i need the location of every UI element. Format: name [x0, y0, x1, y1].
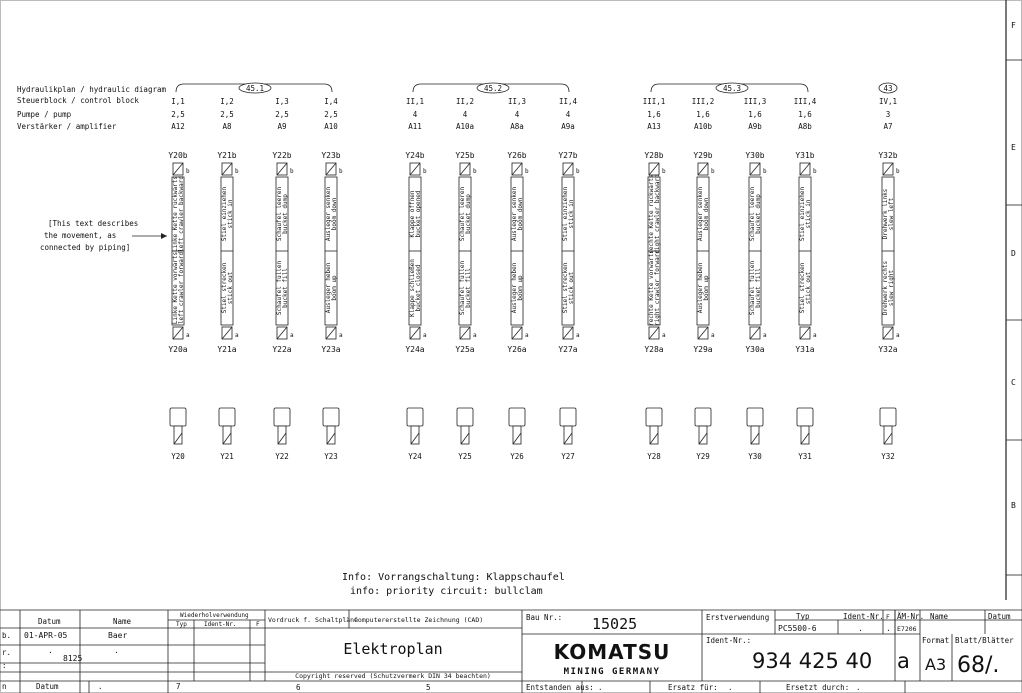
pump-value: 3	[885, 110, 891, 119]
function-de: Ausleger senken	[697, 186, 704, 242]
port-a-label: a	[290, 332, 294, 339]
coil-symbol	[170, 408, 186, 426]
valve-bottom-label: Y32a	[878, 345, 898, 354]
valve-top-label: Y22b	[272, 151, 292, 160]
tb-erstverwendung: Erstverwendung	[706, 613, 770, 622]
valve-bottom-label: Y26a	[507, 345, 527, 354]
tb-typ-header: Typ	[176, 621, 187, 628]
coil-label: Y26	[510, 452, 524, 461]
valve-function-upper	[648, 174, 661, 254]
function-de: rechte Kette vorwärts	[648, 250, 655, 326]
function-en: stick in	[805, 199, 812, 229]
tb-ident-header: Ident-Nr.	[204, 621, 237, 628]
function-de: Stiel strecken	[799, 262, 806, 314]
function-de: Schaufel leeren	[276, 186, 283, 242]
amplifier-value: A7	[883, 122, 893, 131]
function-de: Drehwerk links	[882, 188, 889, 240]
function-en: bucket opened	[415, 190, 422, 238]
valve-bottom-label: Y27a	[558, 345, 578, 354]
tb-row-prefix-2: r.	[2, 648, 12, 657]
note-line-1: [This text describes	[48, 219, 139, 228]
tb-ident-label: Ident-Nr.	[843, 612, 884, 621]
coil-label: Y32	[881, 452, 895, 461]
tb-date: 01-APR-05	[24, 631, 68, 640]
tb-bottom-dot: .	[98, 682, 103, 691]
function-de: Klappe schließen	[409, 259, 416, 317]
tb-ersetzt-durch: Ersetzt durch:	[786, 683, 850, 692]
row-labels	[17, 85, 166, 131]
control-block-value: I,4	[324, 97, 338, 106]
function-de: Stiel strecken	[221, 262, 228, 314]
control-block-value: II,1	[405, 97, 425, 106]
valve-column	[692, 97, 715, 461]
amplifier-value: A8a	[510, 122, 524, 131]
valve-top-label: Y26b	[507, 151, 527, 160]
coil-symbol	[797, 408, 813, 426]
function-en: bucket dump	[465, 194, 472, 234]
info-line-en: info: priority circuit: bullclam	[350, 586, 543, 597]
port-b-label: b	[813, 168, 817, 175]
tb-datum-header: Datum	[38, 617, 61, 626]
tb-blatt-value: 68/.	[957, 653, 1000, 678]
valve-function-lower	[749, 261, 762, 316]
tb-col-5: 5	[426, 683, 431, 692]
coil-symbol	[560, 408, 576, 426]
control-block-value: III,1	[642, 97, 666, 106]
title-block-text	[2, 612, 1014, 692]
port-a-label: a	[711, 332, 715, 339]
zone-letter-b: B	[1011, 501, 1016, 510]
valve-bottom-label: Y29a	[693, 345, 713, 354]
function-de: Drehwerk rechts	[882, 260, 889, 316]
valve-column	[744, 97, 767, 461]
port-a-label: a	[423, 332, 427, 339]
function-en: boom up	[517, 275, 524, 301]
tb-copyright: Copyright reserved (Schutzvermerk DIN 34 beachten)	[295, 672, 491, 680]
group-label-45-1: 45.1	[245, 84, 265, 93]
port-b-label: b	[186, 168, 190, 175]
pump-value: 1,6	[798, 110, 812, 119]
control-block-value: III,2	[691, 97, 715, 106]
valve-top-label: Y25b	[455, 151, 475, 160]
group-label-43: 43	[883, 84, 893, 93]
tb-col-7: 7	[176, 682, 181, 691]
valve-bottom-label: Y20a	[168, 345, 188, 354]
control-block-value: II,4	[558, 97, 578, 106]
tb-aem-label: ÄM-Nr.	[897, 612, 925, 621]
coil-symbol	[407, 408, 423, 426]
valve-top-label: Y23b	[321, 151, 341, 160]
pump-value: 4	[514, 110, 520, 119]
valve-function-upper	[409, 190, 422, 237]
coil-symbol	[880, 408, 896, 426]
coil-symbol	[509, 408, 525, 426]
tb-ersatz-fuer: Ersatz für:	[668, 683, 718, 692]
valve-column	[794, 97, 817, 461]
port-b-label: b	[423, 168, 427, 175]
coil-label: Y20	[171, 452, 185, 461]
coil-symbol	[695, 408, 711, 426]
valve-top-label: Y32b	[878, 151, 898, 160]
control-block-value: II,3	[507, 97, 527, 106]
function-en: stick in	[227, 199, 234, 229]
function-de: rechte Kette rückwärts	[648, 174, 655, 254]
function-en: slew right	[888, 269, 895, 307]
coil-label: Y31	[798, 452, 812, 461]
pump-value: 1,6	[696, 110, 710, 119]
function-en: right crawler forward	[654, 250, 661, 326]
port-a-label: a	[896, 332, 900, 339]
note-line-2: the movement, as	[44, 231, 117, 240]
tb-datum-label: Datum	[988, 612, 1011, 621]
port-a-label: a	[662, 332, 666, 339]
pump-value: 4	[462, 110, 468, 119]
pump-value: 2,5	[324, 110, 338, 119]
valve-column	[507, 97, 529, 461]
tb-col-6: 6	[296, 683, 301, 692]
valve-column	[217, 97, 239, 461]
group-label-45-2: 45.2	[483, 84, 503, 93]
port-b-label: b	[473, 168, 477, 175]
coil-symbol	[747, 408, 763, 426]
valve-bottom-label: Y25a	[455, 345, 475, 354]
valve-top-label: Y27b	[558, 151, 578, 160]
pump-value: 1,6	[748, 110, 762, 119]
valve-function-lower	[459, 261, 472, 316]
port-b-label: b	[763, 168, 767, 175]
function-en: stick out	[568, 271, 575, 305]
pump-value: 2,5	[220, 110, 234, 119]
tb-ersetzt-durch-dot: .	[856, 683, 861, 692]
function-en: bucket dump	[282, 194, 289, 234]
coil-label: Y24	[408, 452, 422, 461]
tb-ident-value: 934 425 40	[752, 649, 873, 673]
function-de: Ausleger senken	[325, 186, 332, 242]
valve-column	[878, 97, 900, 461]
zone-letter-c: C	[1011, 378, 1016, 387]
port-b-label: b	[339, 168, 343, 175]
valve-function-lower	[276, 261, 289, 316]
valve-function-lower	[172, 251, 185, 324]
tb-typ-value: PC5500-6	[778, 624, 817, 633]
tb-revision: a	[897, 649, 910, 673]
valve-top-label: Y24b	[405, 151, 425, 160]
amplifier-value: A8	[222, 122, 232, 131]
function-en: bucket fill	[755, 268, 762, 308]
function-en: stick out	[227, 271, 234, 305]
amplifier-value: A11	[408, 122, 422, 131]
tb-f-header: F	[256, 621, 260, 628]
tb-dot: .	[48, 646, 53, 655]
valve-top-label: Y29b	[693, 151, 713, 160]
function-en: left crawler forward	[178, 251, 185, 325]
port-a-label: a	[186, 332, 190, 339]
valve-column	[643, 97, 666, 461]
port-b-label: b	[896, 168, 900, 175]
function-de: Stiel strecken	[562, 262, 569, 314]
coil-symbol	[219, 408, 235, 426]
function-en: slew left	[888, 197, 895, 231]
pump-value: 2,5	[275, 110, 289, 119]
function-de: Ausleger senken	[511, 186, 518, 242]
port-b-label: b	[662, 168, 666, 175]
control-block-value: I,1	[171, 97, 185, 106]
function-en: bucket fill	[282, 268, 289, 308]
info-line-de: Info: Vorrangschaltung: Klappschaufel	[342, 572, 565, 583]
label-control-block: Steuerblock / control block	[17, 96, 139, 105]
tb-brand-sub: MINING GERMANY	[563, 667, 661, 677]
function-de: Schaufel füllen	[749, 260, 756, 316]
tb-vordruck: Vordruck f. Schaltpläne	[268, 616, 359, 624]
valve-top-label: Y20b	[168, 151, 188, 160]
control-block-value: III,4	[793, 97, 817, 106]
coil-label: Y23	[324, 452, 338, 461]
tb-entstanden: Entstanden aus:	[526, 683, 594, 692]
function-de: Schaufel füllen	[459, 260, 466, 316]
tb-row-prefix-4: n	[2, 682, 7, 691]
function-de: Ausleger heben	[325, 262, 332, 314]
function-de: Ausleger heben	[511, 262, 518, 314]
port-b-label: b	[235, 168, 239, 175]
valve-bottom-label: Y28a	[644, 345, 664, 354]
tb-cad: Computererstellte Zeichnung (CAD)	[354, 616, 484, 624]
valve-top-label: Y28b	[644, 151, 664, 160]
port-a-label: a	[525, 332, 529, 339]
coil-symbol	[274, 408, 290, 426]
piping-note	[40, 219, 167, 252]
note-line-3: connected by piping]	[40, 243, 131, 252]
function-de: Ausleger heben	[697, 262, 704, 314]
function-de: Schaufel leeren	[749, 186, 756, 242]
valve-bottom-label: Y22a	[272, 345, 292, 354]
function-en: boom down	[703, 197, 710, 231]
amplifier-value: A10a	[455, 122, 475, 131]
valve-top-label: Y30b	[745, 151, 765, 160]
valve-column	[455, 97, 477, 461]
tb-entstanden-dot: .	[598, 683, 603, 692]
port-a-label: a	[813, 332, 817, 339]
zone-letter-d: D	[1011, 249, 1016, 258]
pump-value: 4	[565, 110, 571, 119]
tb-name: Baer	[108, 631, 128, 640]
amplifier-value: A9	[277, 122, 287, 131]
pump-value: 4	[412, 110, 418, 119]
function-en: boom down	[517, 197, 524, 231]
port-b-label: b	[525, 168, 529, 175]
valve-bottom-label: Y30a	[745, 345, 765, 354]
tb-format-label: Format	[922, 636, 950, 645]
valve-function-lower	[648, 250, 661, 326]
valve-bottom-label: Y23a	[321, 345, 341, 354]
valve-function-lower	[409, 259, 422, 317]
function-de: Stiel einziehen	[221, 186, 228, 242]
function-en: bucket fill	[465, 268, 472, 308]
zone-letter-e: E	[1011, 143, 1016, 152]
amplifier-value: A10	[324, 122, 338, 131]
port-a-label: a	[339, 332, 343, 339]
control-block-value: IV,1	[878, 97, 898, 106]
tb-typ-label: Typ	[796, 612, 810, 621]
function-en: boom down	[331, 197, 338, 231]
valve-top-label: Y31b	[795, 151, 815, 160]
tb-ersatz-fuer-dot: .	[728, 683, 733, 692]
valve-function-upper	[276, 187, 289, 242]
amplifier-value: A12	[171, 122, 185, 131]
valve-top-label: Y21b	[217, 151, 237, 160]
function-en: stick in	[568, 199, 575, 229]
control-block-value: III,3	[743, 97, 767, 106]
function-de: Linke Kette vorwärts	[172, 251, 179, 325]
pump-value: 1,6	[647, 110, 661, 119]
coil-label: Y27	[561, 452, 575, 461]
tb-reuse-header: Wiederholverwendung	[180, 612, 249, 619]
amplifier-value: A8b	[798, 122, 812, 131]
port-a-label: a	[763, 332, 767, 339]
port-a-label: a	[473, 332, 477, 339]
function-en: bucket dump	[755, 194, 762, 234]
tb-num: 8125	[63, 654, 83, 663]
label-amplifier: Verstärker / amplifier	[17, 122, 117, 131]
function-en: stick out	[805, 271, 812, 305]
function-de: Stiel einziehen	[799, 186, 806, 242]
valve-column	[168, 97, 190, 461]
valve-bottom-label: Y31a	[795, 345, 815, 354]
tb-bottom-datum: Datum	[36, 682, 59, 691]
port-b-label: b	[290, 168, 294, 175]
function-en: boom up	[331, 275, 338, 301]
tb-row-prefix-3: :	[2, 661, 7, 670]
tb-name-label: Name	[930, 612, 949, 621]
coil-label: Y21	[220, 452, 234, 461]
valve-function-upper	[749, 187, 762, 242]
function-en: boom up	[703, 275, 710, 301]
tb-name-header: Name	[113, 617, 132, 626]
function-de: Klappe öffnen	[409, 190, 416, 238]
function-de: Schaufel füllen	[276, 260, 283, 316]
function-en: left crawler backward	[178, 176, 185, 252]
label-pump: Pumpe / pump	[17, 110, 72, 119]
zone-letter-f: F	[1011, 21, 1016, 30]
tb-ident-label-2: Ident-Nr.:	[706, 636, 752, 645]
port-b-label: b	[576, 168, 580, 175]
control-block-value: I,3	[275, 97, 289, 106]
group-label-45-3: 45.3	[722, 84, 742, 93]
function-en: bucket closed	[415, 264, 422, 312]
function-en: right crawler backward	[654, 174, 661, 254]
group-brackets	[176, 83, 897, 93]
tb-f-label: F	[886, 614, 890, 621]
tb-format-value: A3	[925, 655, 947, 674]
tb-title: Elektroplan	[343, 640, 443, 658]
valve-column	[321, 97, 343, 461]
coil-label: Y28	[647, 452, 661, 461]
tb-bau-nr: 15025	[592, 615, 638, 633]
pump-value: 2,5	[171, 110, 185, 119]
tb-row-prefix-1: b.	[2, 631, 12, 640]
label-hydraulic-diagram: Hydraulikplan / hydraulic diagram	[17, 85, 167, 94]
coil-label: Y29	[696, 452, 710, 461]
valve-bottom-label: Y24a	[405, 345, 425, 354]
port-a-label: a	[576, 332, 580, 339]
coil-label: Y22	[275, 452, 289, 461]
coil-symbol	[457, 408, 473, 426]
valve-function-upper	[459, 187, 472, 242]
tb-aem-value: E7206	[897, 625, 917, 633]
tb-f-dot: .	[886, 624, 891, 633]
tb-bau-label: Bau Nr.:	[526, 613, 563, 622]
port-b-label: b	[711, 168, 715, 175]
coil-symbol	[646, 408, 662, 426]
tb-ident-dot: .	[858, 624, 863, 633]
control-block-value: II,2	[455, 97, 475, 106]
coil-label: Y30	[748, 452, 762, 461]
coil-symbol	[323, 408, 339, 426]
valve-bottom-label: Y21a	[217, 345, 237, 354]
amplifier-value: A10b	[693, 122, 713, 131]
amplifier-value: A13	[647, 122, 661, 131]
function-de: Stiel einziehen	[562, 186, 569, 242]
port-a-label: a	[235, 332, 239, 339]
function-de: Linke Kette rückwärts	[172, 176, 179, 252]
valve-columns	[168, 97, 900, 461]
valve-column	[272, 97, 294, 461]
control-block-value: I,2	[220, 97, 234, 106]
tb-brand-logo: KOMATSU	[553, 640, 671, 664]
amplifier-value: A9b	[748, 122, 762, 131]
tb-blatt-label: Blatt/Blätter	[955, 636, 1014, 645]
function-de: Schaufel leeren	[459, 186, 466, 242]
amplifier-value: A9a	[561, 122, 575, 131]
valve-function-upper	[172, 176, 185, 252]
tb-dot-2: .	[114, 646, 119, 655]
valve-column	[558, 97, 580, 461]
valve-column	[405, 97, 427, 461]
coil-label: Y25	[458, 452, 472, 461]
